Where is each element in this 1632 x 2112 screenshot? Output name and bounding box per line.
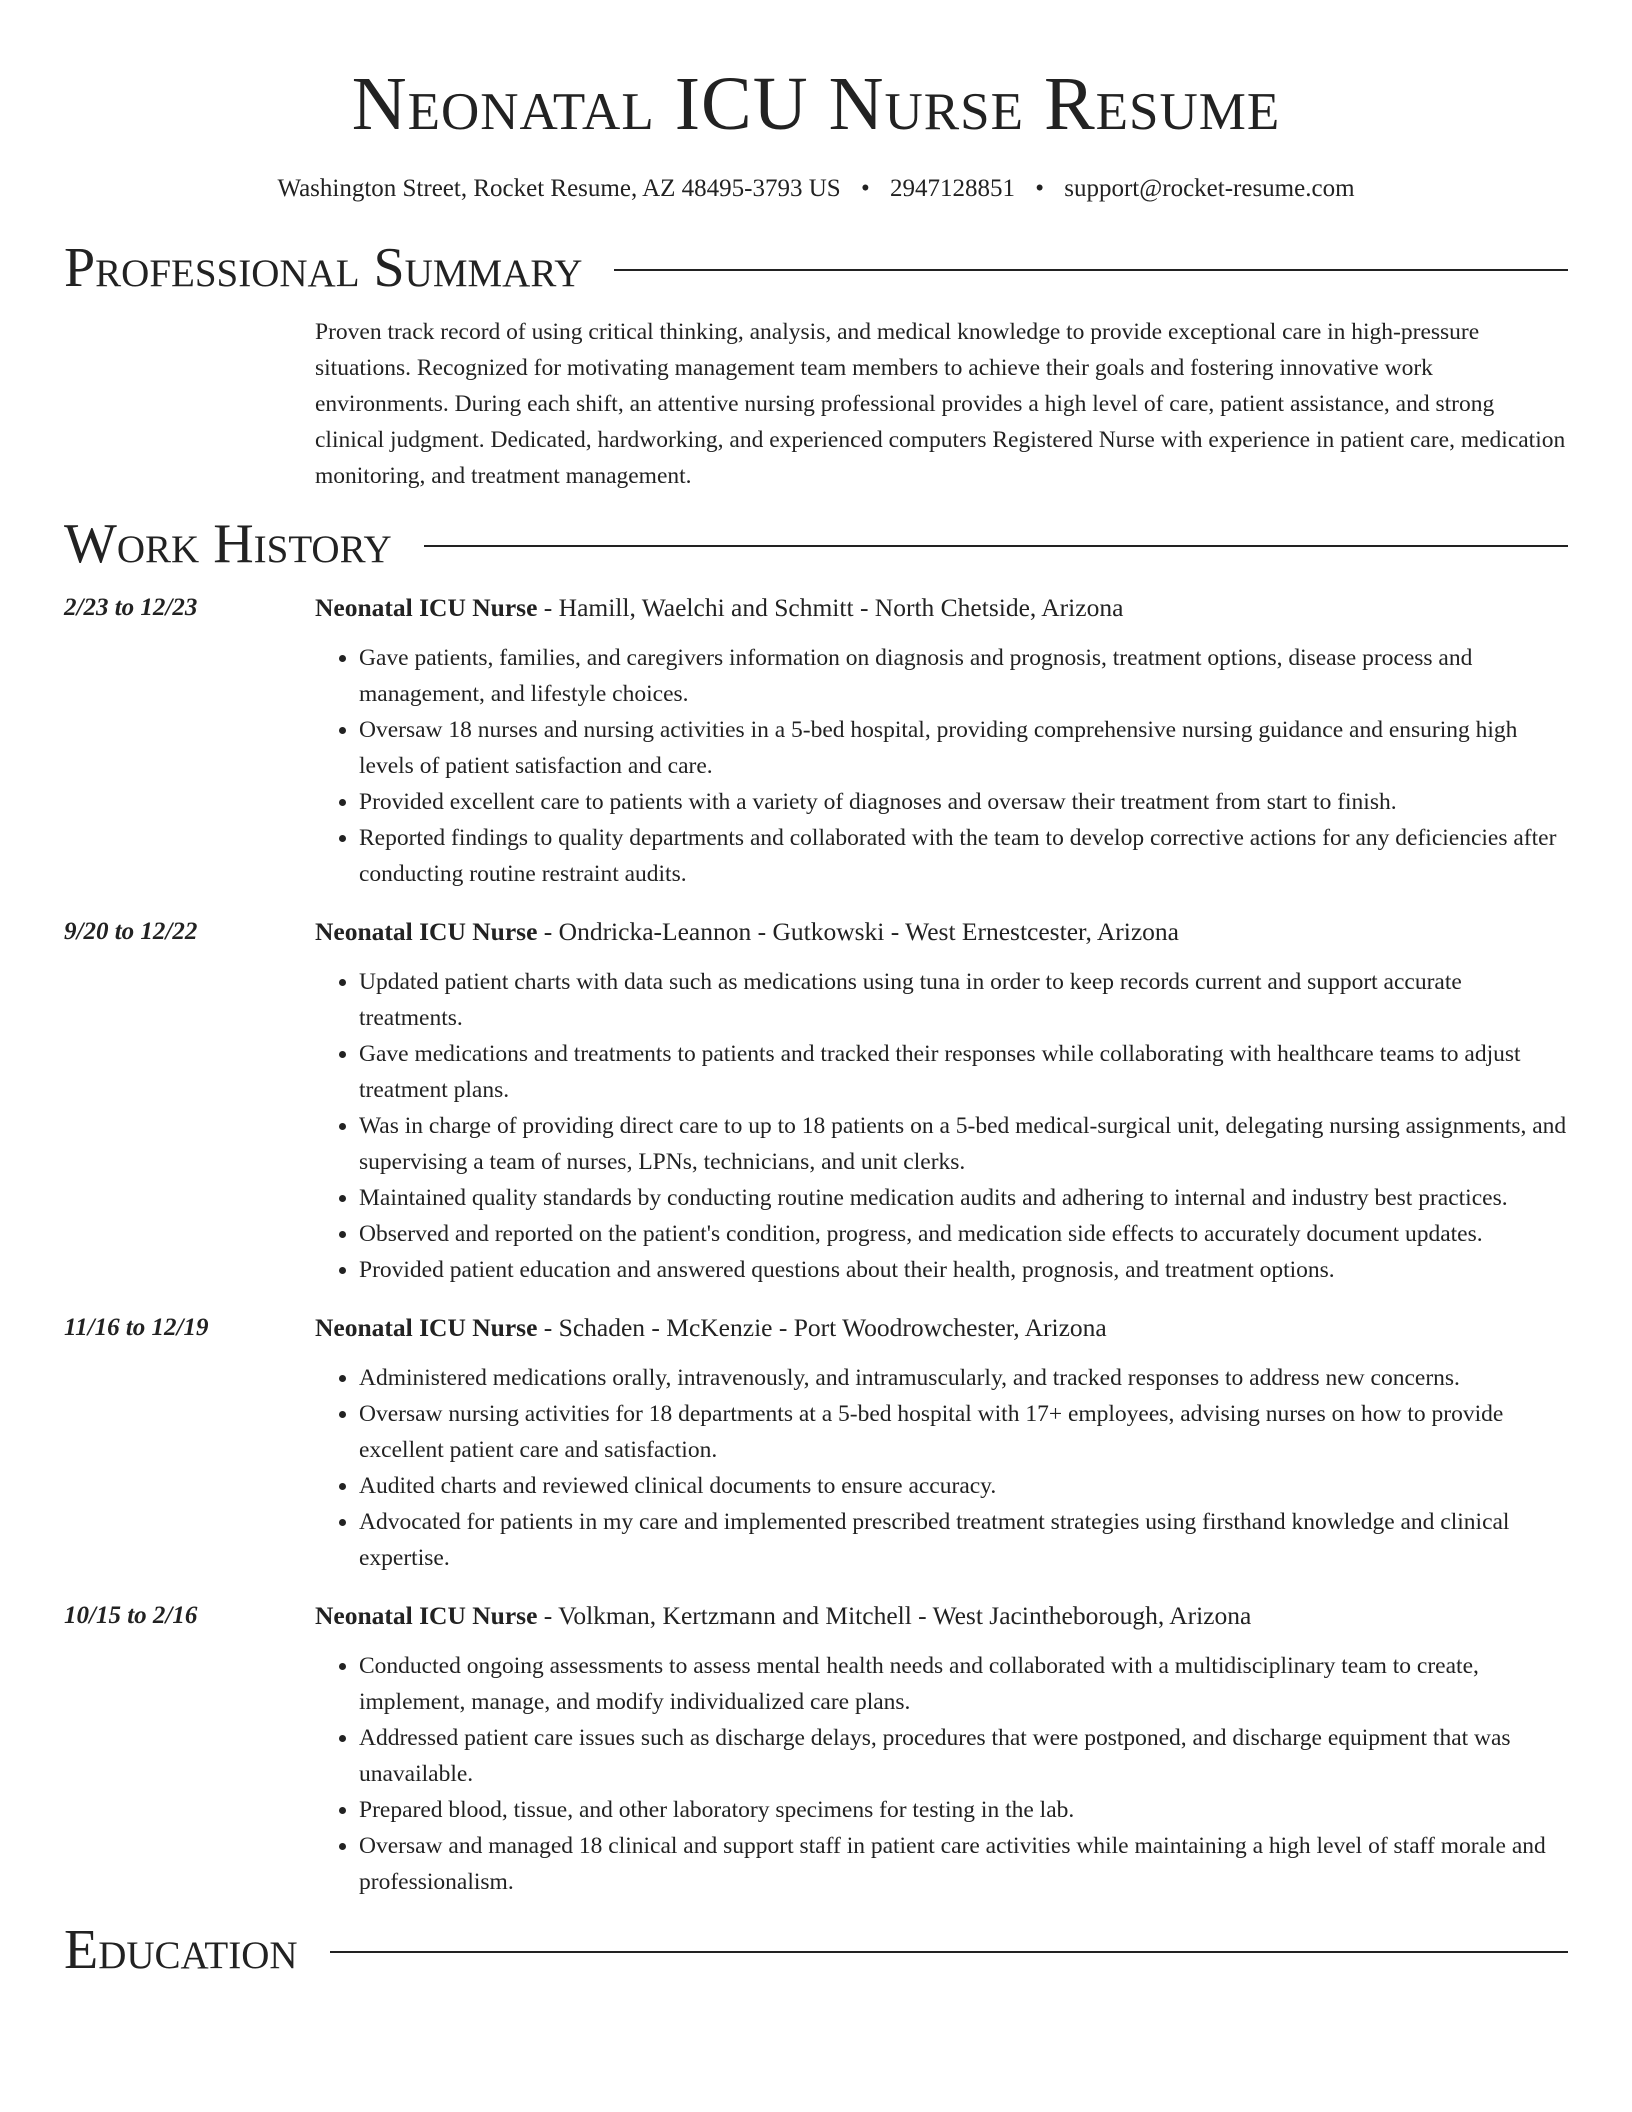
contact-separator: •	[1035, 175, 1044, 202]
job-header	[315, 590, 1568, 626]
job-bullets	[315, 1648, 1568, 1900]
job-bullet: • Observed and reported on the patient's condition, progress, and medication side effects to accurately document updates.	[359, 1216, 1568, 1252]
section-divider	[424, 545, 1568, 547]
job-dates: 2/23 to 12/23	[64, 594, 198, 621]
job-bullet: • Oversaw nursing activities for 18 departments at a 5-bed hospital with 17+ employees, advising nurses on how to provide excellent patient care and satisfaction.	[359, 1396, 1568, 1468]
job-details: - Schaden - McKenzie - Port Woodrowchester, Arizona	[537, 1313, 1107, 1342]
job-dates: 9/20 to 12/22	[64, 918, 198, 945]
job-bullet: • Was in charge of providing direct care to up to 18 patients on a 5-bed medical-surgical unit, delegating nursing assignments, and supervising a team of nurses, LPNs, technicians, and unit clerks.	[359, 1108, 1568, 1180]
education-section-header	[64, 1918, 1568, 1982]
job-entry	[64, 914, 1568, 1288]
job-title: Neonatal ICU Nurse	[315, 917, 538, 946]
job-details: - Volkman, Kertzmann and Mitchell - West Jacintheborough, Arizona	[537, 1601, 1252, 1630]
work-history-section-title: Work History	[64, 513, 392, 575]
job-details: - Ondricka-Leannon - Gutkowski - West Ernestcester, Arizona	[537, 917, 1179, 946]
job-header	[315, 914, 1568, 950]
job-bullet: • Maintained quality standards by conducting routine medication audits and adhering to internal and industry best practices.	[359, 1180, 1568, 1216]
job-title: Neonatal ICU Nurse	[315, 1601, 538, 1630]
job-bullet: • Oversaw 18 nurses and nursing activities in a 5-bed hospital, providing comprehensive nursing guidance and ensuring high levels of patient satisfaction and care.	[359, 712, 1568, 784]
job-title: Neonatal ICU Nurse	[315, 1313, 538, 1342]
job-bullets	[315, 964, 1568, 1288]
job-body	[315, 590, 1568, 892]
section-divider	[330, 1951, 1568, 1953]
job-bullet: • Provided excellent care to patients with a variety of diagnoses and oversaw their treatment from start to finish.	[359, 784, 1568, 820]
job-entry	[64, 1598, 1568, 1900]
job-entry	[64, 590, 1568, 892]
work-history-section-header	[64, 512, 1568, 576]
job-bullet: • Conducted ongoing assessments to assess mental health needs and collaborated with a multidisciplinary team to create, implement, manage, and modify individualized care plans.	[359, 1648, 1568, 1720]
job-bullet: • Reported findings to quality departments and collaborated with the team to develop corrective actions for any deficiencies after conducting routine restraint audits.	[359, 820, 1568, 892]
summary-section-header	[64, 236, 1568, 300]
contact-line	[64, 172, 1568, 206]
summary-section-title: Professional Summary	[64, 237, 583, 299]
summary-text: Proven track record of using critical thinking, analysis, and medical knowledge to provide exceptional care in high-pressure situations. Recognized for motivating management team members to achieve their goals and fostering innovative work environments. During each shift, an attentive nursing professional provides a high level of care, patient assistance, and strong clinical judgment. Dedicated, hardworking, and experienced computers Registered Nurse with experience in patient care, medication monitoring, and treatment management.	[315, 319, 1566, 489]
job-bullet: • Provided patient education and answered questions about their health, prognosis, and treatment options.	[359, 1252, 1568, 1288]
section-divider	[614, 269, 1568, 271]
job-bullet: • Advocated for patients in my care and implemented prescribed treatment strategies using firsthand knowledge and clinical expertise.	[359, 1504, 1568, 1576]
job-header	[315, 1598, 1568, 1634]
job-dates: 11/16 to 12/19	[64, 1314, 209, 1341]
contact-separator: •	[860, 175, 870, 202]
job-bullet: • Addressed patient care issues such as discharge delays, procedures that were postponed, and discharge equipment that was unavailable.	[359, 1720, 1568, 1792]
job-bullet: • Gave patients, families, and caregivers information on diagnosis and prognosis, treatment options, disease process and management, and lifestyle choices.	[359, 640, 1568, 712]
job-bullets	[315, 1360, 1568, 1576]
job-title: Neonatal ICU Nurse	[315, 593, 538, 622]
job-bullet: • Administered medications orally, intravenously, and intramuscularly, and tracked responses to address new concerns.	[359, 1360, 1568, 1396]
contact-phone: 2947128851	[889, 175, 1015, 202]
job-bullet: • Gave medications and treatments to patients and tracked their responses while collaborating with healthcare teams to adjust treatment plans.	[359, 1036, 1568, 1108]
job-bullets	[315, 640, 1568, 892]
job-bullet: • Prepared blood, tissue, and other laboratory specimens for testing in the lab.	[359, 1792, 1568, 1828]
work-history-list	[64, 590, 1568, 1900]
job-dates: 10/15 to 2/16	[64, 1602, 198, 1629]
job-body	[315, 1310, 1568, 1576]
resume-title: Neonatal ICU Nurse Resume	[351, 62, 1281, 146]
job-entry	[64, 1310, 1568, 1576]
job-header	[315, 1310, 1568, 1346]
education-section-title: Education	[64, 1919, 298, 1981]
job-body	[315, 914, 1568, 1288]
job-body	[315, 1598, 1568, 1900]
job-bullet: • Updated patient charts with data such as medications using tuna in order to keep records current and support accurate treatments.	[359, 964, 1568, 1036]
contact-address: Washington Street, Rocket Resume, AZ 48495-3793 US	[277, 175, 841, 202]
contact-email: support@rocket-resume.com	[1064, 175, 1355, 202]
job-bullet: • Audited charts and reviewed clinical documents to ensure accuracy.	[359, 1468, 1568, 1504]
job-bullet: • Oversaw and managed 18 clinical and support staff in patient care activities while maintaining a high level of staff morale and professionalism.	[359, 1828, 1568, 1900]
job-details: - Hamill, Waelchi and Schmitt - North Chetside, Arizona	[537, 593, 1124, 622]
